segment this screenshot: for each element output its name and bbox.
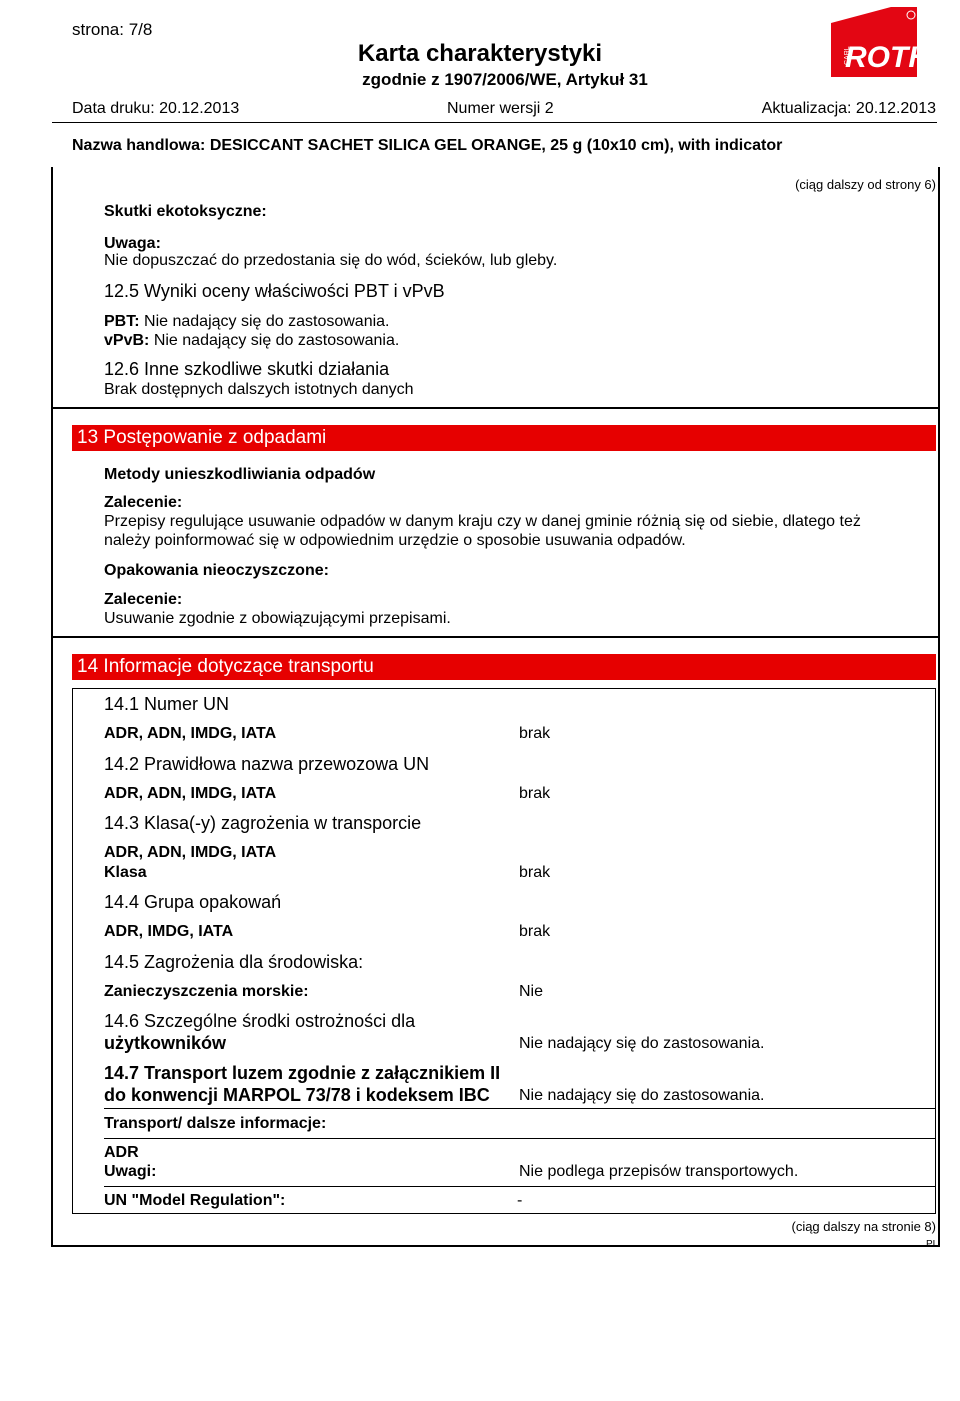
remarks-label: Uwagi: [104, 1163, 157, 1180]
heading-14-5: 14.5 Zagrożenia dla środowiska: [104, 952, 364, 972]
roth-logo [829, 5, 919, 77]
heading-14-2: 14.2 Prawidłowa nazwa przewozowa UN [104, 754, 430, 774]
vpvb-row [104, 332, 399, 350]
value-14-2: brak [519, 785, 551, 802]
value-14-5: Nie [519, 983, 544, 1000]
recommendation-line-2: należy poinformować się w odpowiednim urzędzie o sposobie usuwania odpadów. [104, 532, 686, 549]
continued-to: (ciąg dalszy na stronie 8) [791, 1219, 936, 1234]
recommendation-label-2: Zalecenie: [104, 591, 183, 608]
continued-from: (ciąg dalszy od strony 6) [795, 177, 936, 192]
model-regulation-label: UN "Model Regulation": [104, 1192, 286, 1209]
document-subtitle: zgodnie z 1907/2006/WE, Artykuł 31 [362, 70, 648, 89]
heading-14-7a: 14.7 Transport luzem zgodnie z załącznikiem II [104, 1063, 501, 1083]
note-label: Uwaga: [104, 235, 161, 252]
recommendation-text-2: Usuwanie zgodnie z obowiązującymi przepisami. [104, 610, 451, 627]
trade-name-value: DESICCANT SACHET SILICA GEL ORANGE, 25 g (10x10 cm), with indicator [209, 137, 783, 154]
disposal-methods: Metody unieszkodliwiania odpadów [104, 466, 376, 483]
heading-14-1: 14.1 Numer UN [104, 694, 230, 714]
update-date: Aktualizacja: 20.12.2013 [761, 100, 936, 117]
heading-14-3: 14.3 Klasa(-y) zagrożenia w transporcie [104, 813, 422, 833]
document-title: Karta charakterystyki [357, 40, 603, 67]
row-divider [104, 1138, 936, 1139]
section-14-header: 14 Informacje dotyczące transportu [72, 654, 936, 680]
header-divider [52, 122, 937, 123]
heading-12-5: 12.5 Wyniki oceny właściwości PBT i vPvB [104, 281, 445, 301]
label-14-3a: ADR, ADN, IMDG, IATA [104, 844, 277, 861]
label-14-3b: Klasa [104, 864, 147, 881]
section-separator [51, 636, 938, 638]
label-14-4: ADR, IMDG, IATA [104, 923, 234, 940]
vpvb-value: Nie nadający się do zastosowania. [153, 332, 400, 349]
row-divider [104, 1186, 936, 1187]
model-regulation-value: - [517, 1192, 523, 1209]
section-separator [51, 407, 938, 409]
note-text: Nie dopuszczać do przedostania się do wód, ścieków, lub gleby. [104, 252, 558, 269]
section-13-header: 13 Postępowanie z odpadami [72, 425, 936, 451]
heading-12-6-text: Brak dostępnych dalszych istotnych danych [104, 381, 414, 398]
heading-14-6a: 14.6 Szczególne środki ostrożności dla [104, 1011, 416, 1031]
recommendation-line-1: Przepisy regulujące usuwanie odpadów w danym kraju czy w danej gminie różnią się od siebie, dlatego też [104, 513, 861, 530]
heading-14-4: 14.4 Grupa opakowań [104, 892, 282, 912]
adr-label: ADR [104, 1144, 139, 1161]
label-14-5: Zanieczyszczenia morskie: [104, 983, 309, 1000]
heading-14-6b: użytkowników [104, 1033, 227, 1053]
value-14-1: brak [519, 725, 551, 742]
logo-side-text: CARL [844, 46, 851, 65]
row-divider [104, 1108, 936, 1109]
value-14-4: brak [519, 923, 551, 940]
heading-12-6: 12.6 Inne szkodliwe skutki działania [104, 359, 390, 379]
label-14-1: ADR, ADN, IMDG, IATA [104, 725, 277, 742]
value-14-6: Nie nadający się do zastosowania. [519, 1035, 765, 1052]
print-date: Data druku: 20.12.2013 [72, 100, 240, 117]
ecotox-heading: Skutki ekotoksyczne: [104, 203, 267, 220]
trade-name-label: Nazwa handlowa: [72, 137, 206, 154]
heading-14-7b: do konwencji MARPOL 73/78 i kodeksem IBC [104, 1085, 490, 1105]
version-number: Numer wersji 2 [447, 100, 554, 117]
page-number: strona: 7/8 [72, 20, 153, 39]
further-info-label: Transport/ dalsze informacje: [104, 1115, 327, 1132]
value-14-3: brak [519, 864, 551, 881]
pbt-row [104, 313, 390, 331]
vpvb-label: vPvB: [104, 332, 150, 349]
label-14-2: ADR, ADN, IMDG, IATA [104, 785, 277, 802]
language-code: PL [926, 1239, 939, 1250]
uncleaned-packaging: Opakowania nieoczyszczone: [104, 562, 329, 579]
pbt-value: Nie nadający się do zastosowania. [144, 313, 390, 330]
trade-name [72, 137, 782, 155]
recommendation-label-1: Zalecenie: [104, 494, 183, 511]
remarks-value: Nie podlega przepisów transportowych. [519, 1163, 799, 1180]
value-14-7: Nie nadający się do zastosowania. [519, 1087, 765, 1104]
pbt-label: PBT: [104, 313, 140, 330]
logo-text: ROT [845, 41, 909, 74]
